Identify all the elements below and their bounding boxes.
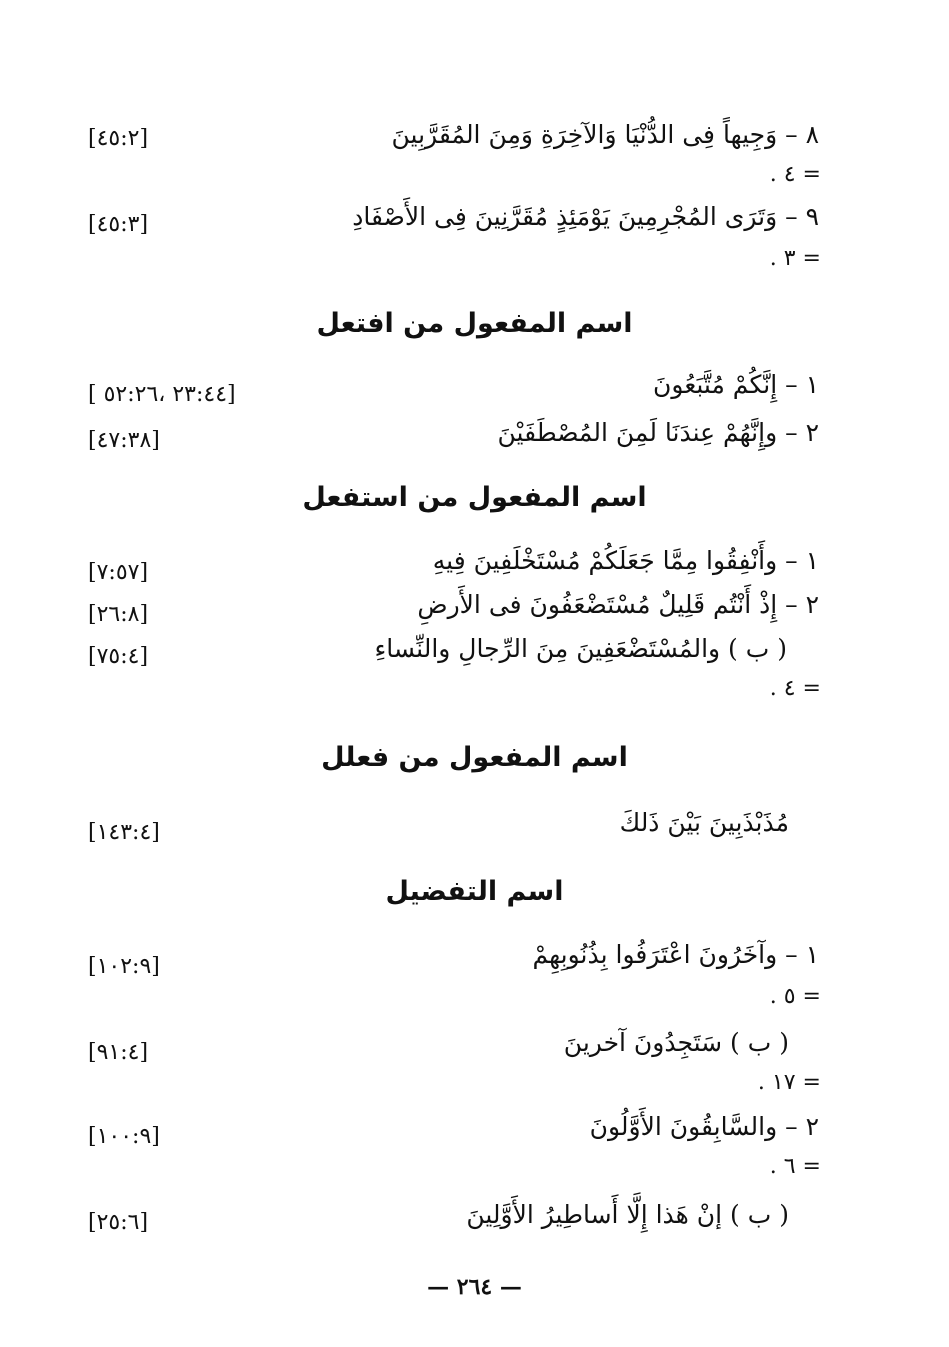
section-heading: اسم المفعول من افتعل (316, 308, 633, 339)
verse-reference: [٧٥:٤] (88, 644, 149, 669)
verse-reference: [١٠٢:٩] (88, 954, 160, 979)
verse-reference: [٧:٥٧] (88, 560, 149, 585)
verse-reference: [٤٧:٣٨] (88, 428, 160, 453)
verse-line: ( ب ) والمُسْتَضْعَفِينَ مِنَ الرِّجالِ والنِّساءِ (374, 634, 787, 663)
verse-line: ٢ – والسَّابِقُونَ الأَوَّلُونَ (589, 1112, 819, 1141)
verse-reference: [٤٥:٢] (88, 126, 149, 151)
section-heading: اسم المفعول من فعلل (321, 742, 628, 773)
count-line: = ١٧ . (757, 1070, 821, 1095)
verse-reference: [٢٦:٨] (88, 602, 149, 627)
count-line: = ٦ . (769, 1154, 821, 1179)
verse-reference: [١٤٣:٤] (88, 820, 160, 845)
verse-line: ٨ – وَجِيهاً فِى الدُّنْيَا وَالآخِرَةِ وَمِنَ المُقَرَّبِينَ (391, 120, 819, 149)
count-line: = ٣ . (769, 246, 821, 271)
verse-line: ٢ – إِذْ أَنْتُم قَلِيلٌ مُسْتَضْعَفُونَ فى الأَرضِ (417, 590, 819, 619)
count-line: = ٤ . (769, 162, 821, 187)
verse-line: ١ – إِنَّكُمْ مُتَّبَعُونَ (653, 370, 819, 399)
verse-line: ٢ – وإِنَّهُمْ عِندَنَا لَمِنَ المُصْطَفَيْنَ (497, 418, 819, 447)
verse-line: ١ – وآخَرُونَ اعْتَرَفُوا بِذُنُوبِهِمْ (532, 940, 819, 969)
verse-line: ( ب ) إنْ هَذا إِلَّا أَساطِيرُ الأَوَّلِينَ (466, 1200, 789, 1229)
verse-line: ٩ – وَتَرَى المُجْرِمِينَ يَوْمَئِذٍ مُقَرَّنِينَ فِى الأَصْفَادِ (352, 202, 819, 231)
page-number: — ٢٦٤ — (427, 1274, 522, 1300)
count-line: = ٤ . (769, 676, 821, 701)
verse-reference: [ ٢٣:٤٤ ،٥٢:٢٦] (88, 382, 236, 407)
verse-reference: [٩١:٤] (88, 1040, 149, 1065)
section-heading: اسم المفعول من استفعل (302, 482, 647, 513)
verse-reference: [١٠٠:٩] (88, 1124, 160, 1149)
verse-line: ( ب ) سَتَجِدُونَ آخرينَ (563, 1028, 789, 1057)
section-heading: اسم التفضيل (385, 876, 564, 907)
verse-line: مُذَبْذَبِينَ بَيْنَ ذَلكَ (619, 808, 789, 837)
count-line: = ٥ . (769, 984, 821, 1009)
verse-reference: [٢٥:٦] (88, 1210, 149, 1235)
verse-line: ١ – وأَنْفِقُوا مِمَّا جَعَلَكُمْ مُسْتَخْلَفِينَ فِيهِ (432, 546, 819, 575)
verse-reference: [٤٥:٣] (88, 212, 149, 237)
